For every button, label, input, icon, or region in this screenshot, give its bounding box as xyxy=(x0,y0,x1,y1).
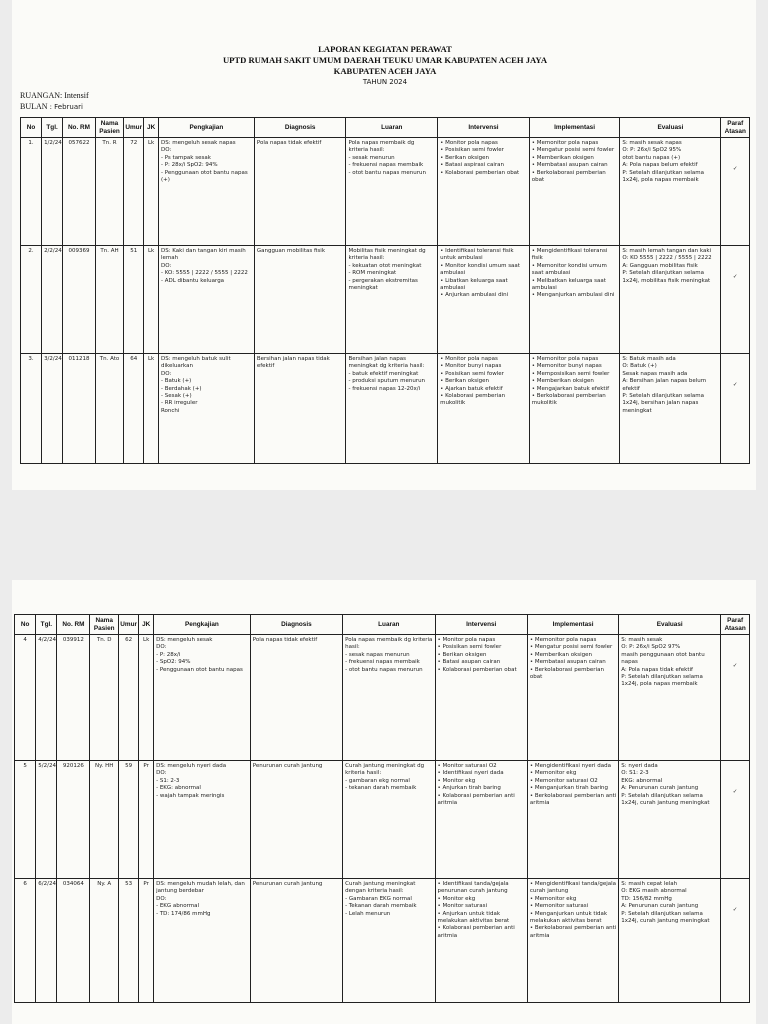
intervensi-line: • Monitor pola napas xyxy=(437,637,496,643)
pengkajian-line: DS: Kaki dan tangan kiri masih lemah xyxy=(160,248,246,262)
evaluasi-line: A: Pola napas belum efektif xyxy=(622,162,698,169)
pengkajian-line: DS: mengeluh nyeri dada xyxy=(156,763,227,769)
evaluasi-line: A: Penurunan curah jantung xyxy=(621,903,699,910)
intervensi-line: • Kolaborasi pemberian mukolitik xyxy=(440,393,506,407)
evaluasi-line: P: Setelah dilanjutkan selama 1x24j, curah jantung meningkat xyxy=(621,792,710,807)
diagnosis-line: Penurunan curah jantung xyxy=(252,763,323,769)
cell-umur: 64 xyxy=(124,354,144,464)
cell-rm: 920126 xyxy=(57,761,90,879)
cell-umur: 53 xyxy=(119,879,139,1003)
evaluasi-line: A: Penurunan curah jantung xyxy=(621,785,699,792)
implementasi-line: • Memonitor ekg xyxy=(529,895,577,902)
pengkajian-line: - P: 28x/i xyxy=(156,651,181,658)
implementasi-line: • Melibatkan keluarga saat ambulasi xyxy=(531,277,606,292)
intervensi-line: • Anjurkan ambulasi dini xyxy=(440,292,509,299)
cell-umur: 62 xyxy=(119,635,139,761)
pengkajian-line: - S1: 2-3 xyxy=(156,777,180,784)
cell-no: 5 xyxy=(15,761,36,879)
cell-rm: 011218 xyxy=(63,354,96,464)
cell-umur: 59 xyxy=(119,761,139,879)
cell-jk: Pr xyxy=(139,879,154,1003)
cell-diagnosis xyxy=(250,635,342,761)
intervensi-line: • Kolaborasi pemberian anti aritmia xyxy=(437,792,515,807)
cell-evaluasi xyxy=(620,354,721,464)
col-tgl: Tgl. xyxy=(36,615,57,635)
evaluasi-line: Sesak napas masih ada xyxy=(622,370,688,377)
cell-jk: Pr xyxy=(139,761,154,879)
pengkajian-line: - EKG abnormal xyxy=(156,903,200,910)
evaluasi-line: P: Setelah dilanjutkan selama 1x24j, pola napas membaik xyxy=(622,169,704,184)
pengkajian-line: - P: 28x/i SpO2: 94% xyxy=(160,162,218,169)
col-implementasi: Implementasi xyxy=(529,118,620,138)
diagnosis-line: Pola napas tidak efektif xyxy=(256,140,322,146)
cell-implementasi xyxy=(527,761,618,879)
cell-evaluasi xyxy=(619,879,721,1003)
pengkajian-line: - Berdahak (+) xyxy=(160,385,202,392)
evaluasi-line: A: Pola napas tidak efektif xyxy=(621,666,693,673)
intervensi-line: • Monitor ekg xyxy=(437,895,476,902)
luaran-line: - otot bantu napas menurun xyxy=(348,169,427,176)
cell-evaluasi xyxy=(620,138,721,246)
luaran-line: - sesak napas menurun xyxy=(345,651,410,658)
cell-no: 3. xyxy=(21,354,42,464)
col-umur: Umur xyxy=(119,615,139,635)
implementasi-line: • Mengatur posisi semi fowler xyxy=(531,147,615,154)
evaluasi-line: S: nyeri dada xyxy=(621,763,658,769)
col-umur: Umur xyxy=(124,118,144,138)
col-nama-pasien: Nama Pasien xyxy=(90,615,119,635)
intervensi-line: • Monitor kondisi umum saat ambulasi xyxy=(440,262,520,277)
implementasi-line: • Memonitor saturasi xyxy=(529,903,589,910)
cell-no: 4 xyxy=(15,635,36,761)
evaluasi-line: O: S1: 2-3 xyxy=(621,770,649,777)
evaluasi-line: A: Bersihan jalan napas belum efektif xyxy=(622,378,707,392)
col-luaran: Luaran xyxy=(343,615,435,635)
pengkajian-line: DO: xyxy=(160,147,172,154)
cell-no: 1. xyxy=(21,138,42,246)
ruangan-label: RUANGAN: Intensif xyxy=(20,91,89,100)
col-no-rm: No. RM xyxy=(57,615,90,635)
intervensi-line: • Anjurkan untuk tidak melakukan aktivitas berat xyxy=(437,910,510,925)
cell-rm: 039912 xyxy=(57,635,90,761)
cell-tgl: 1/2/24 xyxy=(42,138,63,246)
evaluasi-line: EKG: abnormal xyxy=(621,777,663,784)
luaran-line: - ROM meningkat xyxy=(348,270,397,277)
intervensi-line: • Identifikasi nyeri dada xyxy=(437,770,504,777)
cell-luaran xyxy=(343,761,435,879)
intervensi-line: • Monitor saturasi O2 xyxy=(437,763,497,769)
intervensi-line: • Kolaborasi pemberian anti aritmia xyxy=(437,925,515,939)
implementasi-line: • Memonitor pola napas xyxy=(529,637,597,643)
diagnosis-line: Penurunan curah jantung xyxy=(252,881,323,887)
cell-nama: Tn. R xyxy=(95,138,123,246)
col-no-rm: No. RM xyxy=(63,118,96,138)
col-pengkajian: Pengkajian xyxy=(158,118,254,138)
table-row xyxy=(15,761,750,879)
paraf-signature: ✓ xyxy=(721,246,750,354)
cell-umur: 72 xyxy=(124,138,144,246)
cell-implementasi xyxy=(527,635,618,761)
implementasi-line: • Membatasi asupan cairan xyxy=(531,162,608,169)
report-page-2 xyxy=(12,580,756,1024)
intervensi-line: • Monitor pola napas xyxy=(440,140,498,146)
cell-jk: Lk xyxy=(144,354,159,464)
hospital-name: UPTD RUMAH SAKIT UMUM DAERAH TEUKU UMAR KABUPATEN ACEH JAYA xyxy=(222,55,548,65)
diagnosis-line: Gangguan mobilitas fisik xyxy=(256,248,326,254)
pengkajian-line: DS: mengeluh sesak napas xyxy=(160,140,236,146)
col-no: No xyxy=(15,615,36,635)
intervensi-line: • Batasi aspirasi cairan xyxy=(440,162,504,169)
cell-intervensi xyxy=(438,246,530,354)
cell-tgl: 6/2/24 xyxy=(36,879,57,1003)
evaluasi-line: S: masih sesak napas xyxy=(622,140,682,146)
intervensi-line: • Kolaborasi pemberian obat xyxy=(440,169,520,176)
pengkajian-line: - Penggunaan otot bantu napas (+) xyxy=(160,169,248,184)
luaran-line: - produksi sputum menurun xyxy=(348,378,426,385)
table-row xyxy=(21,246,750,354)
cell-pengkajian xyxy=(158,354,254,464)
implementasi-line: • Membatasi asupan cairan xyxy=(529,659,606,666)
pengkajian-line: - Penggunaan otot bantu napas xyxy=(156,666,243,673)
cell-nama: Ny. A xyxy=(90,879,119,1003)
evaluasi-line: P: Setelah dilanjutkan selama 1x24j, pola napas membaik xyxy=(621,674,703,688)
luaran-line: - frekuensi napas membaik xyxy=(348,162,424,169)
col-pengkajian: Pengkajian xyxy=(154,615,251,635)
cell-implementasi xyxy=(527,879,618,1003)
cell-rm: 009369 xyxy=(63,246,96,354)
evaluasi-line: P: Setelah dilanjutkan selama 1x24j, bersihan jalan napas meningkat xyxy=(622,393,704,414)
implementasi-line: • Mengidentifikasi toleransi fisik xyxy=(531,248,608,262)
cell-no: 6 xyxy=(15,879,36,1003)
implementasi-line: • Memonitor bunyi napas xyxy=(531,363,602,370)
implementasi-line: • Berkolaborasi pemberian mukolitik xyxy=(531,393,606,407)
pengkajian-line: - KO: 5555 | 2222 / 5555 | 2222 xyxy=(160,270,248,277)
intervensi-line: • Berikan oksigen xyxy=(437,651,487,658)
intervensi-line: • Berikan oksigen xyxy=(440,154,490,161)
cell-evaluasi xyxy=(619,761,721,879)
col-nama-pasien: Nama Pasien xyxy=(95,118,123,138)
intervensi-line: • Identifikasi toleransi fisik untuk ambulasi xyxy=(440,248,514,262)
pengkajian-line: - ADL dibantu keluarga xyxy=(160,277,225,284)
luaran-line: - Lelah menurun xyxy=(345,910,391,917)
cell-tgl: 4/2/24 xyxy=(36,635,57,761)
evaluasi-line: S: masih sesak xyxy=(621,637,663,643)
luaran-line: Curah jantung meningkat dg kriteria hasil: xyxy=(345,763,425,777)
intervensi-line: • Monitor ekg xyxy=(437,777,476,784)
cell-diagnosis xyxy=(250,879,342,1003)
nursing-activity-table-2 xyxy=(14,614,750,1003)
col-luaran: Luaran xyxy=(346,118,438,138)
cell-rm: 057622 xyxy=(63,138,96,246)
col-evaluasi: Evaluasi xyxy=(620,118,721,138)
report-meta xyxy=(20,90,750,113)
luaran-line: - sesak menurun xyxy=(348,154,395,161)
evaluasi-line: P: Setelah dilanjutkan selama 1x24j, mobilitas fisik meningkat xyxy=(622,270,711,284)
table-row xyxy=(21,354,750,464)
pengkajian-line: DO: xyxy=(160,262,172,269)
cell-implementasi xyxy=(529,138,620,246)
luaran-line: Curah jantung meningkat dengan kriteria hasil: xyxy=(345,881,416,895)
cell-intervensi xyxy=(438,354,530,464)
implementasi-line: • Menganjurkan tirah baring xyxy=(529,785,609,792)
pengkajian-line: DS: mengeluh sesak xyxy=(156,637,213,643)
col-jk: JK xyxy=(139,615,154,635)
table-row xyxy=(21,138,750,246)
cell-intervensi xyxy=(435,635,527,761)
cell-implementasi xyxy=(529,354,620,464)
cell-diagnosis xyxy=(254,246,346,354)
report-year: TAHUN 2024 xyxy=(362,78,408,86)
luaran-line: Bersihan jalan napas meningkat dg kriteria hasil: xyxy=(348,356,425,370)
cell-diagnosis xyxy=(254,354,346,464)
cell-umur: 51 xyxy=(124,246,144,354)
intervensi-line: • Identifikasi tanda/gejala penurunan curah jantung xyxy=(437,881,509,895)
table-body-2 xyxy=(15,635,750,1003)
intervensi-line: • Berikan oksigen xyxy=(440,378,490,385)
cell-pengkajian xyxy=(154,879,251,1003)
evaluasi-line: O: Batuk (+) xyxy=(622,363,657,370)
intervensi-line: • Anjurkan tirah baring xyxy=(437,785,501,792)
cell-pengkajian xyxy=(154,761,251,879)
paraf-signature: ✓ xyxy=(721,879,750,1003)
cell-evaluasi xyxy=(620,246,721,354)
pengkajian-line: DS: mengeluh mudah lelah, dan jantung berdebar xyxy=(156,881,245,895)
col-diagnosis: Diagnosis xyxy=(254,118,346,138)
regency-name: KABUPATEN ACEH JAYA xyxy=(333,66,437,76)
table-row xyxy=(15,879,750,1003)
evaluasi-line: otot bantu napas (+) xyxy=(622,154,681,161)
intervensi-line: • Ajarkan batuk efektif xyxy=(440,385,503,392)
cell-intervensi xyxy=(435,761,527,879)
luaran-line: - frekuensi napas 12-20x/i xyxy=(348,385,421,392)
luaran-line: Pola napas membaik dg kriteria hasil: xyxy=(348,140,415,154)
table-header-row xyxy=(21,118,750,138)
pengkajian-line: - wajah tampak meringis xyxy=(156,792,225,799)
evaluasi-line: P: Setelah dilanjutkan selama 1x24j, curah jantung meningkat xyxy=(621,910,710,925)
diagnosis-line: Bersihan jalan napas tidak efektif xyxy=(256,356,330,370)
implementasi-line: • Memonitor pola napas xyxy=(531,140,599,146)
cell-evaluasi xyxy=(619,635,721,761)
pengkajian-line: - Sesak (+) xyxy=(160,393,192,400)
cell-luaran xyxy=(346,138,438,246)
pengkajian-line: Ronchi xyxy=(160,407,180,414)
luaran-line: - frekuensi napas membaik xyxy=(345,659,420,666)
evaluasi-line: S: masih lemah tangan dan kaki xyxy=(622,248,712,254)
evaluasi-line: O: EKG masih abnormal xyxy=(621,888,687,895)
evaluasi-line: O: P: 26x/i SpO2 97% xyxy=(621,644,681,651)
cell-jk: Lk xyxy=(144,138,159,246)
cell-diagnosis xyxy=(254,138,346,246)
cell-pengkajian xyxy=(158,138,254,246)
implementasi-line: • Menganjurkan untuk tidak melakukan aktivitas berat xyxy=(529,910,608,925)
bulan-label: BULAN xyxy=(20,102,48,111)
diagnosis-line: Pola napas tidak efektif xyxy=(252,637,318,643)
paraf-signature: ✓ xyxy=(721,761,750,879)
pengkajian-line: - EKG: abnormal xyxy=(156,785,201,792)
luaran-line: - Gambaran EKG normal xyxy=(345,895,412,902)
cell-pengkajian xyxy=(158,246,254,354)
cell-nama: Tn. AH xyxy=(95,246,123,354)
paraf-signature: ✓ xyxy=(721,354,750,464)
implementasi-line: • Memberikan oksigen xyxy=(529,651,593,658)
implementasi-line: • Memonitor pola napas xyxy=(531,356,599,362)
cell-luaran xyxy=(346,354,438,464)
bulan-line xyxy=(20,101,750,113)
luaran-line: - tekanan darah membaik xyxy=(345,785,417,792)
implementasi-line: • Memonitor kondisi umum saat ambulasi xyxy=(531,262,607,277)
cell-tgl: 5/2/24 xyxy=(36,761,57,879)
pengkajian-line: DO: xyxy=(156,895,167,902)
implementasi-line: • Berkolaborasi pemberian anti aritmia xyxy=(529,925,617,939)
implementasi-line: • Berkolaborasi pemberian obat xyxy=(531,169,606,184)
cell-jk: Lk xyxy=(139,635,154,761)
col-implementasi: Implementasi xyxy=(527,615,618,635)
col-evaluasi: Evaluasi xyxy=(619,615,721,635)
paraf-signature: ✓ xyxy=(721,635,750,761)
evaluasi-line: masih penggunaan otot bantu napas xyxy=(621,651,705,666)
col-intervensi: Intervensi xyxy=(438,118,530,138)
evaluasi-line: TD: 156/82 mmHg xyxy=(621,895,672,902)
cell-nama: Tn. D xyxy=(90,635,119,761)
pengkajian-line: - Ps tampak sesak xyxy=(160,154,211,161)
cell-diagnosis xyxy=(250,761,342,879)
col-intervensi: Intervensi xyxy=(435,615,527,635)
table-header-row xyxy=(15,615,750,635)
luaran-line: - gambaran ekg normal xyxy=(345,777,410,784)
pengkajian-line: DS: mengeluh batuk sulit dikeluarkan xyxy=(160,356,231,370)
cell-luaran xyxy=(343,635,435,761)
implementasi-line: • Menganjurkan ambulasi dini xyxy=(531,292,615,299)
intervensi-line: • Posisikan semi fowler xyxy=(440,370,504,377)
intervensi-line: • Monitor saturasi xyxy=(437,903,488,910)
cell-implementasi xyxy=(529,246,620,354)
evaluasi-line: A: Gangguan mobilitas fisik xyxy=(622,262,698,269)
evaluasi-line: S: Batuk masih ada xyxy=(622,356,676,362)
col-jk: JK xyxy=(144,118,159,138)
intervensi-line: • Kolaborasi pemberian obat xyxy=(437,666,517,673)
col-no: No xyxy=(21,118,42,138)
intervensi-line: • Posisikan semi fowler xyxy=(440,147,504,154)
luaran-line: - batuk efektif meningkat xyxy=(348,370,419,377)
cell-intervensi xyxy=(438,138,530,246)
implementasi-line: • Berkolaborasi pemberian anti aritmia xyxy=(529,792,617,807)
luaran-line: - Tekanan darah membaik xyxy=(345,903,417,910)
evaluasi-line: O: P: 26x/i SpO2 95% xyxy=(622,147,682,154)
intervensi-line: • Posisikan semi fowler xyxy=(437,644,502,651)
col-paraf-atasan: Paraf Atasan xyxy=(721,118,750,138)
cell-luaran xyxy=(346,246,438,354)
cell-tgl: 2/2/24 xyxy=(42,246,63,354)
paraf-signature: ✓ xyxy=(721,138,750,246)
pengkajian-line: - SpO2: 94% xyxy=(156,659,191,666)
report-page-1 xyxy=(12,0,756,490)
implementasi-line: • Mengidentifikasi tanda/gejala curah jantung xyxy=(529,881,617,895)
table-body-1 xyxy=(21,138,750,464)
cell-rm: 034064 xyxy=(57,879,90,1003)
pengkajian-line: - TD: 174/86 mmHg xyxy=(156,910,211,917)
col-paraf-atasan: Paraf Atasan xyxy=(721,615,750,635)
implementasi-line: • Mengajarkan batuk efektif xyxy=(531,385,610,392)
cell-pengkajian xyxy=(154,635,251,761)
implementasi-line: • Memberikan oksigen xyxy=(531,378,594,385)
implementasi-line: • Mengatur posisi semi fowler xyxy=(529,644,613,651)
implementasi-line: • Berkolaborasi pemberian obat xyxy=(529,666,604,681)
luaran-line: - pergerakan ekstremitas meningkat xyxy=(348,277,418,292)
cell-luaran xyxy=(343,879,435,1003)
report-title: LAPORAN KEGIATAN PERAWAT xyxy=(318,44,452,54)
report-header xyxy=(20,44,750,88)
luaran-line: Pola napas membaik dg kriteria hasil: xyxy=(345,637,433,651)
cell-no: 2. xyxy=(21,246,42,354)
implementasi-line: • Memposisikan semi fowler xyxy=(531,370,610,377)
pengkajian-line: - Batuk (+) xyxy=(160,378,192,385)
evaluasi-line: O: KO 5555 | 2222 / 5555 | 2222 xyxy=(622,255,712,262)
implementasi-line: • Memberikan oksigen xyxy=(531,154,594,161)
pengkajian-line: - RR irreguler xyxy=(160,400,198,407)
evaluasi-line: S: masih cepat lelah xyxy=(621,881,678,887)
pengkajian-line: DO: xyxy=(156,644,167,651)
col-diagnosis: Diagnosis xyxy=(250,615,342,635)
pengkajian-line: DO: xyxy=(156,770,167,777)
implementasi-line: • Memonitor ekg xyxy=(529,770,577,777)
intervensi-line: • Monitor pola napas xyxy=(440,356,498,362)
nursing-activity-table-1 xyxy=(20,117,750,464)
cell-jk: Lk xyxy=(144,246,159,354)
table-row xyxy=(15,635,750,761)
intervensi-line: • Libatkan keluarga saat ambulasi xyxy=(440,277,508,292)
luaran-line: - otot bantu napas menurun xyxy=(345,666,423,673)
bulan-value: : Februari xyxy=(49,103,83,111)
intervensi-line: • Monitor bunyi napas xyxy=(440,363,502,370)
cell-tgl: 3/2/24 xyxy=(42,354,63,464)
luaran-line: - kekuatan otot meningkat xyxy=(348,262,422,269)
cell-intervensi xyxy=(435,879,527,1003)
col-tgl: Tgl. xyxy=(42,118,63,138)
implementasi-line: • Memonitor saturasi O2 xyxy=(529,777,598,784)
luaran-line: Mobilitas fisik meningkat dg kriteria hasil: xyxy=(348,248,426,262)
cell-nama: Ny. HH xyxy=(90,761,119,879)
cell-nama: Tn. Ato xyxy=(95,354,123,464)
implementasi-line: • Mengidentifikasi nyeri dada xyxy=(529,763,612,769)
pengkajian-line: DO: xyxy=(160,370,172,377)
intervensi-line: • Batasi asupan cairan xyxy=(437,659,501,666)
